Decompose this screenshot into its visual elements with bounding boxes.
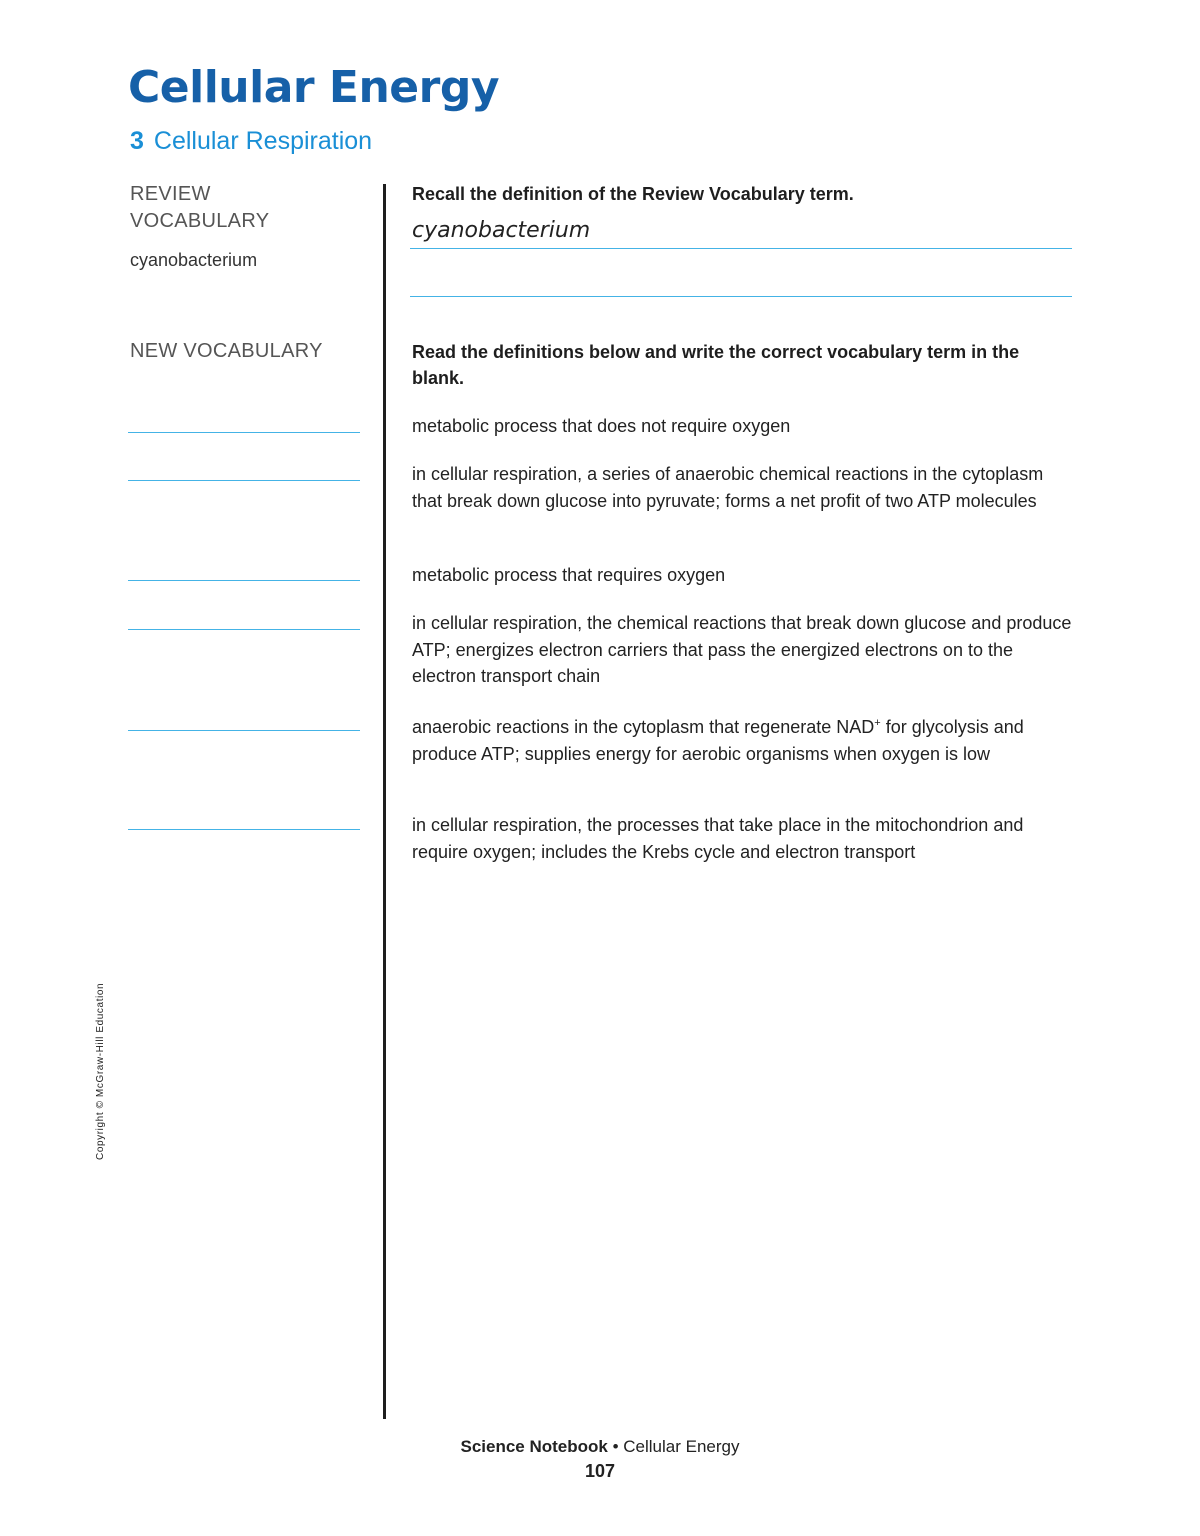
- footer-separator: •: [607, 1437, 624, 1456]
- definition-5-text-after: for glycolysis and produce ATP; supplies energy for aerobic organisms when oxygen is low: [412, 717, 1024, 764]
- new-vocabulary-heading: NEW VOCABULARY: [130, 340, 323, 362]
- column-divider: [383, 184, 386, 1419]
- page-title: Cellular Energy: [128, 62, 500, 113]
- review-heading-line1: REVIEW: [130, 183, 211, 205]
- term-blank-5[interactable]: [128, 730, 360, 731]
- term-blank-3[interactable]: [128, 580, 360, 581]
- definition-5-text-before: anaerobic reactions in the cytoplasm that regenerate NAD: [412, 717, 875, 737]
- review-heading-line2: VOCABULARY: [130, 210, 270, 232]
- new-vocab-prompt: Read the definitions below and write the correct vocabulary term in the blank.: [412, 342, 1020, 388]
- section-title: [130, 127, 372, 156]
- review-vocabulary-heading: [130, 181, 269, 235]
- definition-1: metabolic process that does not require oxygen: [412, 416, 791, 436]
- term-blank-4[interactable]: [128, 629, 360, 630]
- section-number: 3: [130, 127, 144, 155]
- term-blank-1[interactable]: [128, 432, 360, 433]
- definition-5: [412, 710, 1074, 767]
- page-number: 107: [584, 1461, 616, 1481]
- definition-4: in cellular respiration, the chemical reactions that break down glucose and produce ATP; energizes electron carriers that pass the energized electrons on to the electron transport chain: [412, 613, 1072, 686]
- nad-superscript: +: [874, 717, 881, 729]
- term-blank-6[interactable]: [128, 829, 360, 830]
- review-answer-line-2[interactable]: [410, 296, 1072, 297]
- copyright-notice: Copyright © McGraw-Hill Education: [95, 982, 106, 1160]
- term-blank-2[interactable]: [128, 480, 360, 481]
- definition-2: in cellular respiration, a series of anaerobic chemical reactions in the cytoplasm that break down glucose into pyruvate; forms a net profit of two ATP molecules: [412, 464, 1044, 511]
- footer-chapter: Cellular Energy: [623, 1437, 740, 1456]
- review-answer-line-1[interactable]: [410, 248, 1072, 249]
- section-name: Cellular Respiration: [153, 127, 373, 155]
- footer-book: Science Notebook: [460, 1437, 608, 1456]
- definition-6: in cellular respiration, the processes that take place in the mitochondrion and require oxygen; includes the Krebs cycle and electron transport: [412, 815, 1024, 862]
- footer: [0, 1437, 1200, 1457]
- review-answer-text: cyanobacterium: [412, 218, 591, 243]
- review-term: cyanobacterium: [130, 250, 258, 270]
- definition-3: metabolic process that requires oxygen: [412, 565, 726, 585]
- review-prompt: Recall the definition of the Review Vocabulary term.: [412, 184, 854, 204]
